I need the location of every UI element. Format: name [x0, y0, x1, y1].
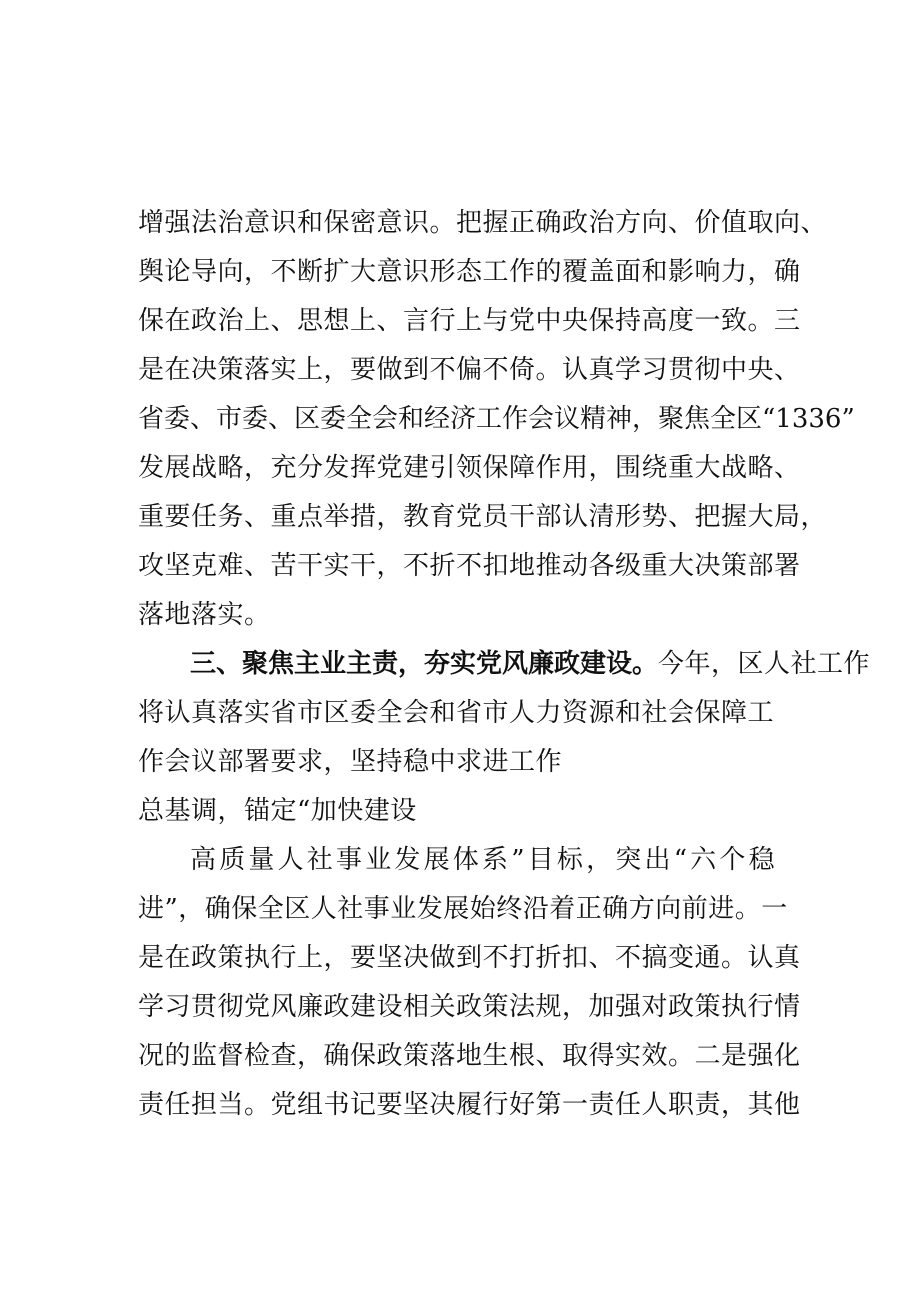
body-line-8: 攻坚克难、苦干实干，不折不扣地推动各级重大决策部署: [138, 551, 801, 581]
section-3-line-4: 总基调，锚定“加快建设: [138, 796, 417, 826]
para-2-line-5: 况的监督检查，确保政策落地生根、取得实效。二是强化: [138, 1041, 801, 1071]
section-3-line-2: 将认真落实省市区委全会和省市人力资源和社会保障工: [138, 698, 775, 728]
body-line-6: 发展战略，充分发挥党建引领保障作用，围绕重大战略、: [138, 453, 801, 483]
section-3-line-3: 作会议部署要求，坚持稳中求进工作: [138, 747, 563, 777]
body-line-7: 重要任务、重点举措，教育党员干部认清形势、把握大局，: [138, 502, 828, 532]
body-line-5: 省委、市委、区委全会和经济工作会议精神，聚焦全区“1336”: [138, 404, 855, 434]
body-line-1: 增强法治意识和保密意识。把握正确政治方向、价值取向、: [138, 208, 828, 238]
para-2-line-6: 责任担当。党组书记要坚决履行好第一责任人职责，其他: [138, 1090, 801, 1120]
section-3-first-line: [190, 647, 871, 681]
body-line-9: 落地落实。: [138, 600, 271, 630]
para-2-line-1: 高质量人社事业发展体系”目标，突出“六个稳: [190, 845, 778, 875]
para-2-line-3: 是在政策执行上，要坚决做到不打折扣、不搞变通。认真: [138, 943, 801, 973]
section-heading: 三、聚焦主业主责，夯实党风廉政建设。: [190, 649, 659, 679]
body-line-2: 舆论导向，不断扩大意识形态工作的覆盖面和影响力，确: [138, 257, 801, 287]
section-lead-text: 今年，区人社工作: [658, 649, 871, 679]
body-line-4: 是在决策落实上，要做到不偏不倚。认真学习贯彻中央、: [138, 355, 801, 385]
para-2-line-2: 进”，确保全区人社事业发展始终沿着正确方向前进。一: [138, 894, 788, 924]
body-line-3: 保在政治上、思想上、言行上与党中央保持高度一致。三: [138, 306, 801, 336]
para-2-line-4: 学习贯彻党风廉政建设相关政策法规，加强对政策执行情: [138, 992, 801, 1022]
